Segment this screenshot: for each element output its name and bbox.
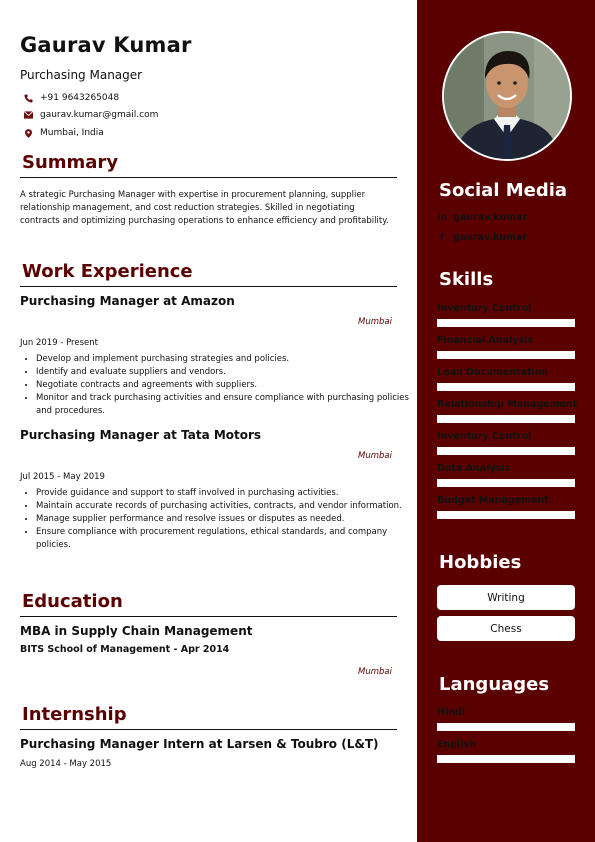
education-location: Mumbai	[358, 667, 392, 677]
location-pin-icon	[22, 129, 34, 138]
facebook-icon: f	[440, 232, 444, 243]
experience-divider	[20, 286, 397, 287]
summary-divider	[20, 177, 397, 178]
facebook-handle: gaurav.kumar	[453, 232, 528, 243]
skill-bar	[437, 351, 575, 359]
institution: BITS School of Management - Apr 2014	[20, 644, 230, 655]
language-bar	[437, 755, 575, 763]
job-duty: • Negotiate contracts and agreements with suppliers.	[36, 379, 416, 392]
experience-heading: Work Experience	[22, 261, 193, 282]
candidate-name: Gaurav Kumar	[20, 33, 192, 57]
skill-bar	[437, 383, 575, 391]
profile-photo	[442, 31, 572, 161]
internship-heading: Internship	[22, 704, 127, 725]
skill-bar	[437, 511, 575, 519]
skill-label: Relationship Management	[437, 399, 578, 410]
internship-role: Purchasing Manager Intern at Larsen & Toubro (L&T)	[20, 737, 379, 751]
education-divider	[20, 616, 397, 617]
job-duty: • Monitor and track purchasing activities and ensure compliance with purchasing policies and procedures.	[36, 392, 416, 418]
location-text: Mumbai, India	[40, 128, 104, 138]
job-title: Purchasing Manager at Amazon	[20, 294, 235, 308]
skill-label: Inventory Control	[437, 431, 532, 442]
skill-bar	[437, 319, 575, 327]
summary-heading: Summary	[22, 152, 119, 173]
job-dates: Jun 2019 - Present	[20, 338, 98, 348]
job-duties-list	[20, 487, 416, 552]
skill-bar	[437, 447, 575, 455]
skill-label: Financial Analysis	[437, 335, 534, 346]
linkedin-icon: in	[437, 212, 447, 223]
phone-text: +91 9643265048	[40, 93, 120, 103]
internship-divider	[20, 729, 397, 730]
internship-dates: Aug 2014 - May 2015	[20, 759, 112, 769]
hobby-pill: Writing	[437, 585, 575, 610]
job-duty: • Identify and evaluate suppliers and vendors.	[36, 366, 416, 379]
job-title: Purchasing Manager at Tata Motors	[20, 428, 262, 442]
skill-label: Budget Management	[437, 495, 549, 506]
email-text: gaurav.kumar@gmail.com	[40, 110, 159, 120]
social-heading: Social Media	[439, 180, 568, 201]
skill-label: Inventory Control	[437, 303, 532, 314]
mail-icon	[22, 111, 34, 119]
contact-location	[22, 128, 104, 138]
degree-title: MBA in Supply Chain Management	[20, 624, 253, 638]
skill-label: Data Analysis	[437, 463, 511, 474]
contact-email	[22, 110, 158, 120]
languages-heading: Languages	[439, 674, 550, 695]
candidate-role: Purchasing Manager	[20, 68, 143, 82]
job-duty: • Maintain accurate records of purchasing activities, contracts, and vendor information.	[36, 500, 416, 513]
job-duty: • Ensure compliance with procurement regulations, ethical standards, and company policies.	[36, 526, 416, 552]
skills-heading: Skills	[439, 269, 494, 290]
education-heading: Education	[22, 591, 123, 612]
language-bar	[437, 723, 575, 731]
job-duties-list	[20, 353, 416, 418]
hobby-pill: Chess	[437, 616, 575, 641]
job-duty: • Develop and implement purchasing strategies and policies.	[36, 353, 416, 366]
contact-phone	[22, 93, 119, 103]
skill-bar	[437, 415, 575, 423]
language-label: English	[437, 739, 476, 750]
summary-text: A strategic Purchasing Manager with expertise in procurement planning, supplier relationship management, and cost reduction strategies. Skilled in negotiating contracts and optimizing purchasing operations to enhance efficiency and profitability.	[20, 190, 389, 226]
job-duty: • Provide guidance and support to staff involved in purchasing activities.	[36, 487, 416, 500]
hobbies-heading: Hobbies	[439, 552, 522, 573]
social-linkedin[interactable]	[437, 212, 527, 223]
job-location: Mumbai	[358, 317, 392, 327]
linkedin-handle: gaurav.kumar	[453, 212, 528, 223]
job-dates: Jul 2015 - May 2019	[20, 472, 105, 482]
social-facebook[interactable]	[437, 232, 527, 243]
skill-bar	[437, 479, 575, 487]
job-duty: • Manage supplier performance and resolve issues or disputes as needed.	[36, 513, 416, 526]
phone-icon	[22, 94, 34, 103]
job-location: Mumbai	[358, 451, 392, 461]
language-label: Hindi	[437, 707, 466, 718]
skill-label: Loan Documentation	[437, 367, 549, 378]
